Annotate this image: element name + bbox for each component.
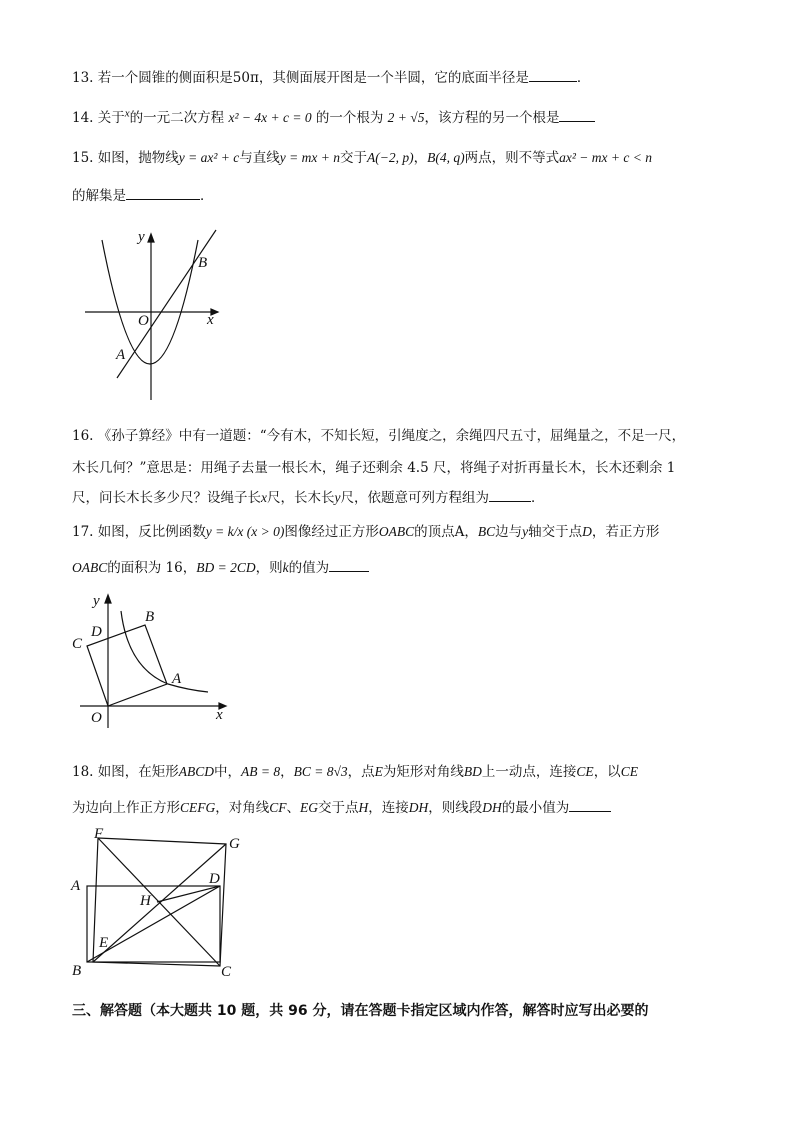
point-f-label: F bbox=[94, 826, 104, 842]
question-13: 13. 若一个圆锥的侧面积是50π，其侧面展开图是一个半圆，它的底面半径是 ． bbox=[72, 70, 591, 86]
point-a-label: A bbox=[71, 878, 81, 894]
point-d-label: D bbox=[91, 624, 102, 640]
x-axis-label: x bbox=[216, 707, 223, 723]
section-3-heading: 三、解答题（本大题共 10 题，共 96 分，请在答题卡指定区域内作答，解答时应写出必要的 bbox=[72, 1003, 649, 1019]
question-number: 14. bbox=[72, 110, 94, 126]
root-value: 2 + √5 bbox=[387, 110, 425, 125]
point-e-label: E bbox=[99, 935, 109, 951]
function-expression: y = k/x (x > 0) bbox=[205, 524, 285, 539]
question-16-line1: 16. 《孙子算经》中有一道题：“今有木，不知长短，引绳度之，余绳四尺五寸，屈绳量之，不足一尺， bbox=[72, 428, 686, 444]
point-b-label: B bbox=[198, 255, 208, 271]
point-d-label: D bbox=[209, 871, 220, 887]
point-c-label: C bbox=[72, 636, 83, 652]
question-text: 若一个圆锥的侧面积是50π，其侧面展开图是一个半圆，它的底面半径是 bbox=[97, 70, 529, 86]
origin-label: O bbox=[91, 710, 102, 726]
question-16-line3: 尺，问长木长多少尺？设绳子长x尺，长木长y尺，依题意可列方程组为 ． bbox=[72, 490, 545, 506]
question-18-line2: 为边向上作正方形CEFG，对角线CF、EG交于点H，连接DH，则线段DH的最小值为 bbox=[72, 796, 611, 816]
point-b-label: B bbox=[145, 609, 155, 625]
point-b-label: B bbox=[72, 963, 82, 979]
point-h-label: H bbox=[140, 893, 151, 909]
y-axis-label: y bbox=[138, 229, 145, 245]
question-17-line2: OABC的面积为 16，BD = 2CD，则k的值为 bbox=[72, 556, 369, 576]
parabola-equation: y = ax² + c bbox=[178, 150, 240, 165]
y-axis-label: y bbox=[93, 593, 100, 609]
inequality: ax² − mx + c < n bbox=[559, 150, 652, 165]
point-a-label: A bbox=[116, 347, 126, 363]
question-17-line1: 17. 如图，反比例函数y = k/x (x > 0)图像经过正方形OABC的顶点A，BC边与y轴交于点D，若正方形 bbox=[72, 524, 660, 540]
question-15-line1: 15. 如图，抛物线y = ax² + c与直线y = mx + n交于A(−2, p)，B(4, q)两点，则不等式ax² − mx + c < n bbox=[72, 150, 652, 166]
question-number: 17. bbox=[72, 524, 94, 540]
question-number: 18. bbox=[72, 764, 94, 780]
line-equation: y = mx + n bbox=[279, 150, 340, 165]
question-15-line2: 的解集是 ． bbox=[72, 188, 214, 204]
question-number: 16. bbox=[72, 428, 94, 444]
equation: x² − 4x + c = 0 bbox=[228, 110, 312, 125]
question-14: 14. 关于$^x$的一元二次方程 x² − 4x + c = 0 的一个根为 2 + √5，该方程的另一个根是 bbox=[72, 106, 595, 126]
question-16-line2: 木长几何？”意思是：用绳子去量一根长木，绳子还剩余 4.5 尺，将绳子对折再量长木，长木还剩余 1 bbox=[72, 460, 676, 476]
question-18-line1: 18. 如图，在矩形ABCD中，AB = 8，BC = 8√3，点E为矩形对角线BD上一动点，连接CE，以CE bbox=[72, 764, 638, 780]
question-number: 15. bbox=[72, 150, 94, 166]
point-c-label: C bbox=[221, 964, 232, 980]
point-a-label: A bbox=[172, 671, 182, 687]
question-number: 13. bbox=[72, 70, 94, 86]
point-g-label: G bbox=[229, 836, 240, 852]
x-axis-label: x bbox=[207, 312, 214, 328]
origin-label: O bbox=[138, 313, 149, 329]
